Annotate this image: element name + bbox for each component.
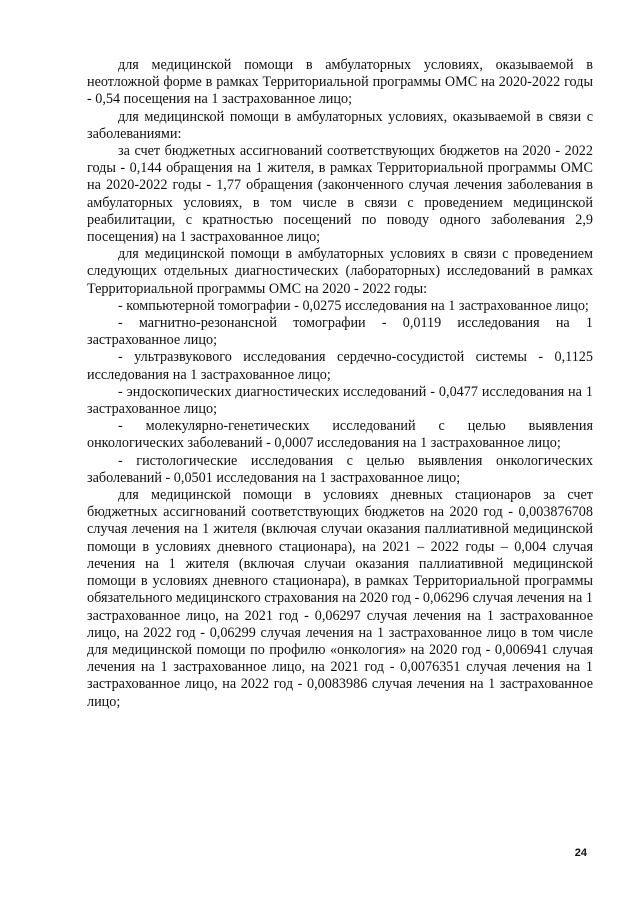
paragraph: для медицинской помощи в амбулаторных условиях в связи с проведением следующих отдельных диагностических (лабораторных) исследований в рамках Территориальной программы ОМС на 2020 - 2022 годы:: [87, 246, 593, 297]
paragraph: для медицинской помощи в условиях дневных стационаров за счет бюджетных ассигнований соответствующих бюджетов на 2020 год - 0,003876708 случая лечения на 1 жителя (включая случаи оказания паллиативной медицинской помощи в условиях дневного стационара), на 2021 – 2022 годы – 0,004 случая лечения на 1 жителя (включая случаи оказания паллиативной медицинской помощи в условиях дневного стационара), в рамках Территориальной программы обязательного медицинского страхования на 2020 год - 0,06296 случая лечения на 1 застрахованное лицо, на 2021 год - 0,06297 случая лечения на 1 застрахованное лицо, на 2022 год - 0,06299 случая лечения на 1 застрахованное лицо в том числе для медицинской помощи по профилю «онкология» на 2020 год - 0,006941 случая лечения на 1 застрахованное лицо, на 2021 год - 0,0076351 случая лечения на 1 застрахованное лицо, на 2022 год - 0,0083986 случая лечения на 1 застрахованное лицо;: [87, 487, 593, 710]
paragraph: для медицинской помощи в амбулаторных условиях, оказываемой в связи с заболеваниями:: [87, 108, 593, 142]
paragraph: за счет бюджетных ассигнований соответствующих бюджетов на 2020 - 2022 годы - 0,144 обращения на 1 жителя, в рамках Территориальной программы ОМС на 2020-2022 годы - 1,77 обращения (законченного случая лечения заболевания в амбулаторных условиях, в том числе в связи с проведением медицинской реабилитации, с кратностью посещений по поводу одного заболевания 2,9 посещения) на 1 застрахованное лицо;: [87, 143, 593, 246]
page-number: 24: [574, 847, 587, 859]
list-item: - эндоскопических диагностических исследований - 0,0477 исследования на 1 застрахованное лицо;: [87, 383, 593, 418]
list-item: - ультразвукового исследования сердечно-сосудистой системы - 0,1125 исследования на 1 застрахованное лицо;: [87, 349, 593, 383]
list-item: - магнитно-резонансной томографии - 0,0119 исследования на 1 застрахованное лицо;: [87, 315, 593, 349]
list-item: - компьютерной томографии - 0,0275 исследования на 1 застрахованное лицо;: [118, 297, 589, 314]
list-item: - гистологические исследования с целью выявления онкологических заболеваний - 0,0501 исследования на 1 застрахованное лицо;: [87, 452, 593, 486]
list-item: - молекулярно-генетических исследований с целью выявления онкологических заболеваний - 0,0007 исследования на 1 застрахованное лицо;: [87, 418, 593, 452]
paragraph: для медицинской помощи в амбулаторных условиях, оказываемой в неотложной форме в рамках Территориальной программы ОМС на 2020-2022 годы - 0,54 посещения на 1 застрахованное лицо;: [87, 57, 593, 108]
